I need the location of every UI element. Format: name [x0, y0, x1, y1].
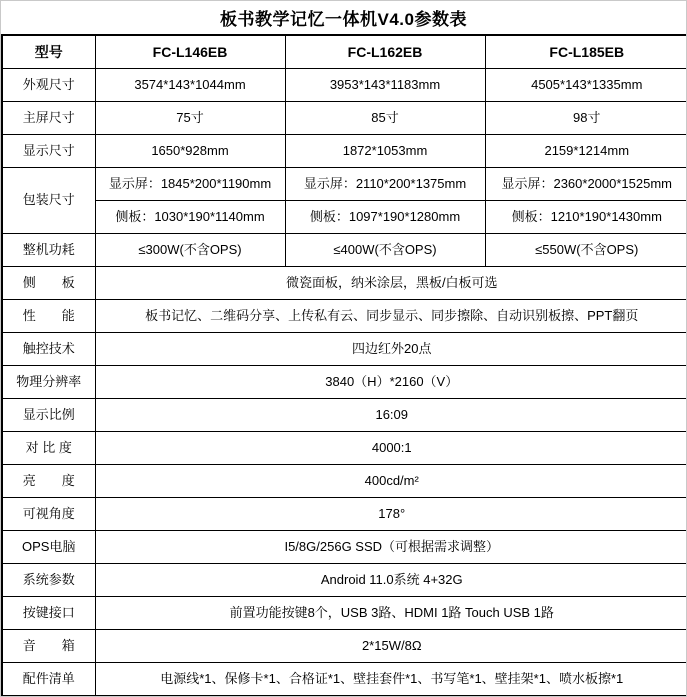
spec-value: 4505*143*1335mm [485, 69, 687, 102]
spec-value-merged: 400cd/m² [95, 465, 687, 498]
spec-label: 性 能 [2, 300, 95, 333]
spec-value-merged: 电源线*1、保修卡*1、合格证*1、壁挂套件*1、书写笔*1、壁挂架*1、喷水板擦*1 [95, 663, 687, 697]
spec-value-merged: 微瓷面板，纳米涂层，黑板/白板可选 [95, 267, 687, 300]
spec-label: 侧 板 [2, 267, 95, 300]
spec-label: OPS电脑 [2, 531, 95, 564]
spec-label: 显示尺寸 [2, 135, 95, 168]
spec-label: 整机功耗 [2, 234, 95, 267]
spec-value: 显示屏：1845*200*1190mm [95, 168, 285, 201]
spec-row [2, 168, 687, 201]
spec-value: 侧板：1210*190*1430mm [485, 201, 687, 234]
spec-value: 3574*143*1044mm [95, 69, 285, 102]
spec-value: 98寸 [485, 102, 687, 135]
spec-label: 配件清单 [2, 663, 95, 697]
spec-value: ≤400W(不含OPS) [285, 234, 485, 267]
spec-row [2, 564, 687, 597]
spec-row [2, 597, 687, 630]
spec-row [2, 465, 687, 498]
spec-value: ≤550W(不含OPS) [485, 234, 687, 267]
spec-value-merged: 3840（H）*2160（V） [95, 366, 687, 399]
spec-label: 系统参数 [2, 564, 95, 597]
spec-row [2, 201, 687, 234]
model-header-row [2, 35, 687, 69]
spec-label: 物理分辨率 [2, 366, 95, 399]
spec-row [2, 531, 687, 564]
spec-value: ≤300W(不含OPS) [95, 234, 285, 267]
spec-value: 侧板：1030*190*1140mm [95, 201, 285, 234]
spec-label: 可视角度 [2, 498, 95, 531]
spec-row [2, 630, 687, 663]
spec-value: 1872*1053mm [285, 135, 485, 168]
table-title: 板书教学记忆一体机V4.0参数表 [220, 10, 467, 29]
spec-value-merged: 板书记忆、二维码分享、上传私有云、同步显示、同步擦除、自动识别板擦、PPT翻页 [95, 300, 687, 333]
spec-value: 显示屏：2360*2000*1525mm [485, 168, 687, 201]
spec-table [1, 34, 687, 697]
spec-value: 3953*143*1183mm [285, 69, 485, 102]
spec-label: 外观尺寸 [2, 69, 95, 102]
model-name: FC-L146EB [95, 35, 285, 69]
spec-value-merged: 四边红外20点 [95, 333, 687, 366]
spec-label: 包装尺寸 [2, 168, 95, 234]
spec-row [2, 267, 687, 300]
spec-label: 显示比例 [2, 399, 95, 432]
spec-value: 2159*1214mm [485, 135, 687, 168]
spec-label-model: 型号 [2, 35, 95, 69]
model-name: FC-L162EB [285, 35, 485, 69]
spec-value-merged: 16:09 [95, 399, 687, 432]
spec-value-merged: 2*15W/8Ω [95, 630, 687, 663]
spec-row [2, 498, 687, 531]
spec-row [2, 432, 687, 465]
spec-row [2, 333, 687, 366]
spec-value-merged: 178° [95, 498, 687, 531]
spec-value-merged: 前置功能按键8个，USB 3路、HDMI 1路 Touch USB 1路 [95, 597, 687, 630]
spec-row [2, 663, 687, 697]
spec-value-merged: I5/8G/256G SSD（可根据需求调整） [95, 531, 687, 564]
model-name: FC-L185EB [485, 35, 687, 69]
spec-value: 1650*928mm [95, 135, 285, 168]
spec-value: 85寸 [285, 102, 485, 135]
spec-value-merged: 4000:1 [95, 432, 687, 465]
spec-table-body [2, 35, 687, 696]
spec-value: 75寸 [95, 102, 285, 135]
spec-label: 主屏尺寸 [2, 102, 95, 135]
spec-label: 亮 度 [2, 465, 95, 498]
spec-label: 对 比 度 [2, 432, 95, 465]
spec-row [2, 234, 687, 267]
spec-row [2, 135, 687, 168]
spec-row [2, 69, 687, 102]
spec-value-merged: Android 11.0系统 4+32G [95, 564, 687, 597]
spec-label: 按键接口 [2, 597, 95, 630]
spec-label: 音 箱 [2, 630, 95, 663]
spec-value: 显示屏：2110*200*1375mm [285, 168, 485, 201]
spec-value: 侧板：1097*190*1280mm [285, 201, 485, 234]
spec-row [2, 300, 687, 333]
spec-row [2, 399, 687, 432]
spec-label: 触控技术 [2, 333, 95, 366]
spec-row [2, 366, 687, 399]
spec-row [2, 102, 687, 135]
